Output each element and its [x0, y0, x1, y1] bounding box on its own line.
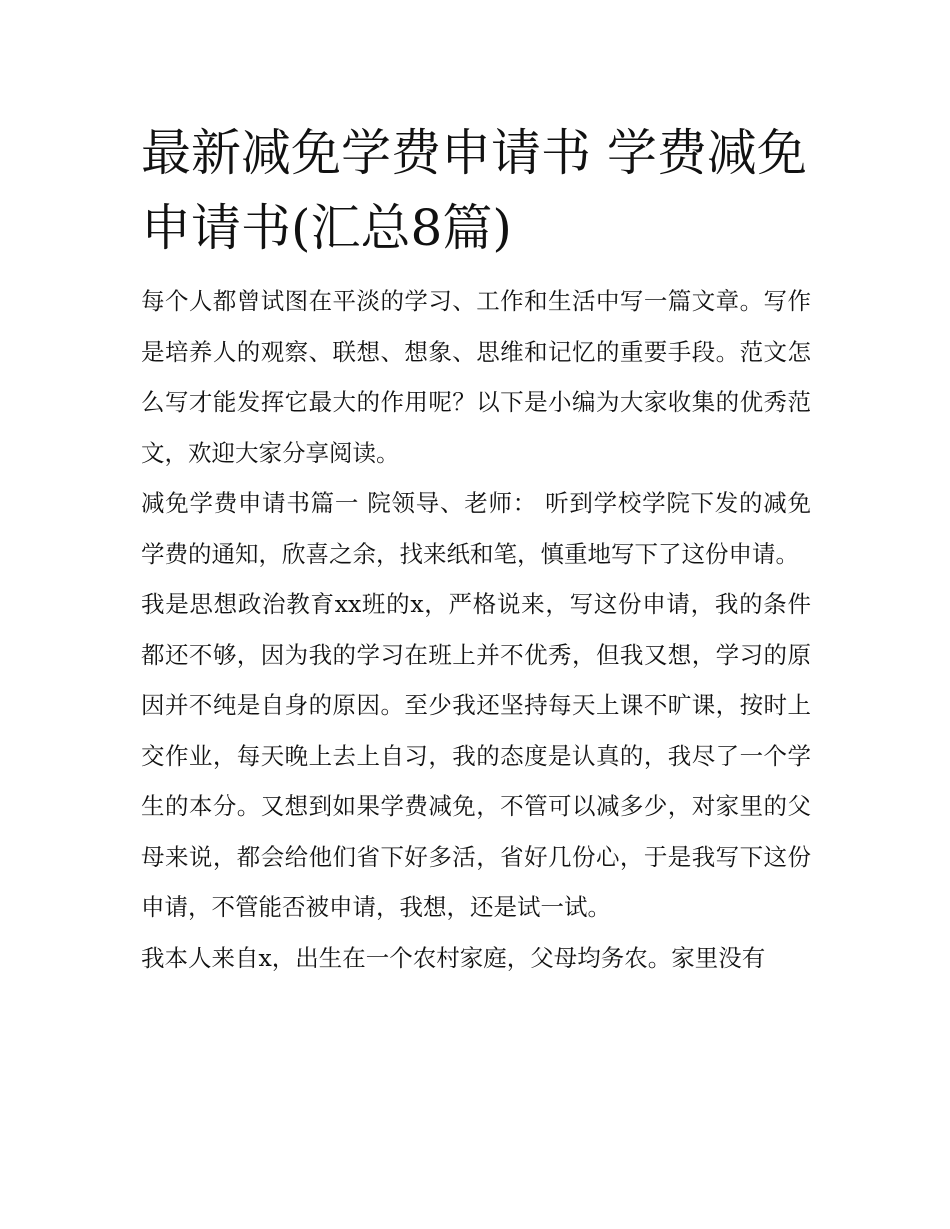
document-body — [141, 276, 811, 983]
document-title: 最新减免学费申请书 学费减免申请书(汇总8篇) — [141, 124, 807, 257]
intro-paragraph: 每个人都曾试图在平淡的学习、工作和生活中写一篇文章。写作是培养人的观察、联想、想象、思维和记忆的重要手段。范文怎么写才能发挥它最大的作用呢？以下是小编为大家收集的优秀范文，欢迎大家分享阅读。 — [141, 287, 811, 467]
body-paragraph: 我本人来自x，出生在一个农村家庭，父母均务农。家里没有 — [141, 943, 766, 972]
body-paragraph: 我是思想政治教育xx班的x，严格说来，写这份申请，我的条件都还不够，因为我的学习在班上并不优秀，但我又想，学习的原因并不纯是自身的原因。至少我还坚持每天上课不旷课，按时上交作业，每天晚上去上自习，我的态度是认真的，我尽了一个学生的本分。又想到如果学费减免，不管可以减多少，对家里的父母来说，都会给他们省下好多活，省好几份心，于是我写下这份申请，不管能否被申请，我想，还是试一试。 — [141, 590, 811, 921]
salutation-paragraph: 减免学费申请书篇一 院领导、老师： 听到学校学院下发的减免学费的通知，欣喜之余，找来纸和笔，慎重地写下了这份申请。 — [141, 489, 811, 568]
document-content — [141, 116, 811, 983]
